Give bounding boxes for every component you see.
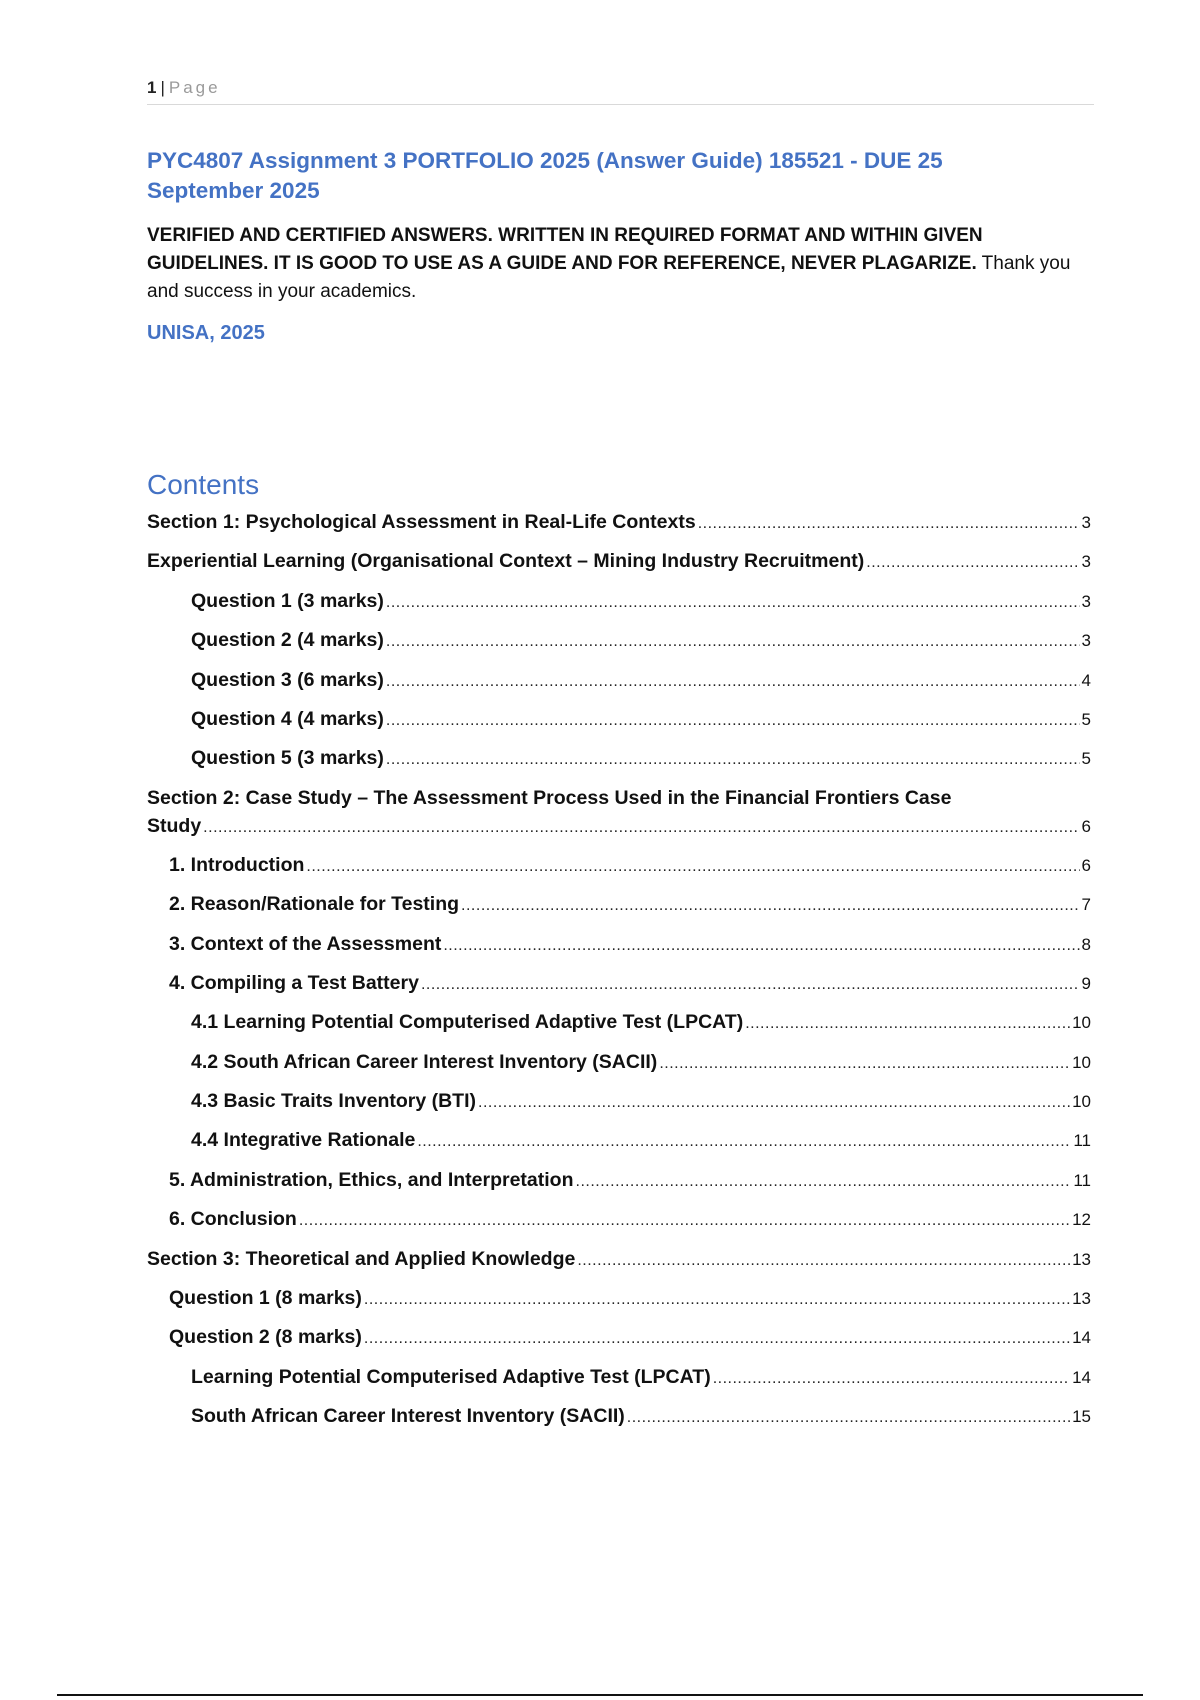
toc-page-number: 10 — [1072, 1092, 1091, 1112]
toc-leader-dots — [443, 932, 1079, 960]
toc-entry-label: 4.2 South African Career Interest Inventory (SACII) — [191, 1050, 658, 1073]
toc-leader-dots — [386, 628, 1080, 656]
toc-entry-label: 1. Introduction — [169, 853, 305, 876]
toc-entry[interactable] — [147, 1363, 1091, 1402]
toc-entry-label: Question 1 (8 marks) — [169, 1287, 362, 1310]
toc-entry-label: Question 5 (3 marks) — [191, 747, 384, 770]
toc-leader-dots — [364, 1286, 1070, 1314]
toc-leader-dots — [421, 971, 1080, 999]
toc-page-number: 13 — [1072, 1289, 1091, 1309]
toc-entry[interactable] — [147, 1323, 1091, 1362]
toc-page-number: 8 — [1081, 934, 1091, 954]
toc-leader-dots — [386, 707, 1080, 735]
header-separator: | — [160, 78, 165, 97]
toc-entry[interactable] — [147, 547, 1091, 586]
verified-caps-text: VERIFIED AND CERTIFIED ANSWERS. WRITTEN IN REQUIRED FORMAT AND WITHIN GIVEN GUIDELINES. IT IS GOOD TO USE AS A GUIDE AND FOR REFERENCE, NEVER PLAGARIZE. — [147, 225, 983, 274]
toc-entry[interactable] — [147, 1166, 1091, 1205]
toc-entry-label: Question 2 (4 marks) — [191, 629, 384, 652]
toc-entry-label: 4. Compiling a Test Battery — [169, 971, 419, 994]
toc-leader-dots — [364, 1325, 1070, 1353]
toc-entry[interactable] — [147, 851, 1091, 890]
toc-page-number: 13 — [1072, 1249, 1091, 1269]
toc-page-number: 9 — [1081, 973, 1091, 993]
toc-entry[interactable] — [147, 890, 1091, 929]
footer-rule — [57, 1694, 1143, 1696]
toc-entry[interactable] — [147, 1205, 1091, 1244]
toc-entry-label: Section 1: Psychological Assessment in Real-Life Contexts — [147, 511, 696, 533]
toc-entry-label: Question 3 (6 marks) — [191, 668, 384, 691]
toc-leader-dots — [713, 1365, 1070, 1393]
toc-page-number: 5 — [1081, 749, 1091, 769]
toc-leader-dots — [386, 668, 1080, 696]
toc-page-number: 15 — [1072, 1407, 1091, 1427]
verified-thanks-text: Thank you and success in your academics. — [147, 253, 1071, 302]
toc-entry[interactable] — [147, 1048, 1091, 1087]
toc-entry[interactable] — [147, 587, 1091, 626]
toc-leader-dots — [627, 1404, 1070, 1432]
toc-entry-label: 3. Context of the Assessment — [169, 932, 442, 955]
toc-page-number: 11 — [1073, 1131, 1091, 1151]
header-page-word: Page — [168, 78, 221, 97]
toc-entry-label: Question 4 (4 marks) — [191, 707, 384, 730]
toc-leader-dots — [745, 1010, 1070, 1038]
toc-leader-dots — [299, 1207, 1070, 1235]
toc-leader-dots — [306, 853, 1079, 881]
toc-page-number: 3 — [1081, 591, 1091, 611]
toc-entry[interactable] — [147, 508, 1091, 547]
toc-leader-dots — [417, 1128, 1071, 1156]
toc-leader-dots — [386, 746, 1080, 774]
header-page-number: 1 — [147, 78, 157, 97]
toc-entry[interactable] — [147, 969, 1091, 1008]
toc-page-number: 3 — [1081, 631, 1091, 651]
toc-entry-label: Section 3: Theoretical and Applied Knowledge — [147, 1247, 576, 1270]
toc-entry-label: Learning Potential Computerised Adaptive Test (LPCAT) — [191, 1365, 711, 1388]
toc-page-number: 3 — [1081, 552, 1091, 572]
toc-entry-label: 5. Administration, Ethics, and Interpretation — [169, 1168, 574, 1191]
toc-leader-dots — [576, 1168, 1072, 1196]
toc-entry[interactable] — [147, 1087, 1091, 1126]
toc-entry-label: 4.1 Learning Potential Computerised Adaptive Test (LPCAT) — [191, 1011, 744, 1034]
toc-page-number: 14 — [1072, 1367, 1091, 1387]
toc-entry[interactable] — [147, 666, 1091, 705]
toc-entry[interactable] — [147, 1008, 1091, 1047]
toc-leader-dots — [461, 892, 1080, 920]
toc-entry-label: 2. Reason/Rationale for Testing — [169, 893, 460, 916]
toc-leader-dots — [386, 589, 1080, 617]
toc-entry[interactable] — [147, 1126, 1091, 1165]
toc-entry[interactable] — [147, 930, 1091, 969]
institution-year: UNISA, 2025 — [147, 322, 265, 344]
toc-entry-label: Experiential Learning (Organisational Context – Mining Industry Recruitment) — [147, 550, 865, 573]
toc-entry[interactable] — [147, 784, 1091, 851]
toc-page-number: 5 — [1081, 709, 1091, 729]
contents-heading: Contents — [147, 469, 260, 500]
toc-page-number: 14 — [1072, 1328, 1091, 1348]
toc-page-number: 12 — [1072, 1210, 1091, 1230]
toc-entry-label: Question 1 (3 marks) — [191, 589, 384, 612]
toc-entry-label-line2: Study — [147, 814, 202, 837]
toc-entry[interactable] — [147, 1284, 1091, 1323]
toc-entry[interactable] — [147, 1245, 1091, 1284]
toc-page-number: 3 — [1081, 513, 1091, 532]
toc-leader-dots — [659, 1050, 1070, 1078]
toc-page-number: 11 — [1073, 1170, 1091, 1190]
toc-leader-dots — [698, 510, 1080, 538]
toc-entry-label: South African Career Interest Inventory (SACII) — [191, 1405, 625, 1428]
toc-entry-label-line1: Section 2: Case Study – The Assessment Process Used in the Financial Frontiers Case — [147, 786, 952, 809]
document-title: PYC4807 Assignment 3 PORTFOLIO 2025 (Answer Guide) 185521 - DUE 25 September 2025 — [147, 148, 943, 203]
toc-entry-label: 4.4 Integrative Rationale — [191, 1129, 416, 1152]
toc-page-number: 6 — [1081, 855, 1091, 875]
toc-leader-dots — [866, 549, 1079, 577]
toc-entry[interactable] — [147, 705, 1091, 744]
toc-entry-label: Question 2 (8 marks) — [169, 1326, 362, 1349]
toc-leader-dots — [203, 814, 1079, 842]
toc-page-number: 6 — [1081, 816, 1091, 836]
toc-page-number: 4 — [1081, 670, 1091, 690]
toc-leader-dots — [478, 1089, 1070, 1117]
table-of-contents — [147, 508, 1091, 1442]
toc-entry[interactable] — [147, 626, 1091, 665]
toc-page-number: 10 — [1072, 1013, 1091, 1033]
page-header — [147, 78, 1094, 105]
verified-notice — [147, 222, 1087, 306]
toc-entry[interactable] — [147, 744, 1091, 783]
toc-leader-dots — [577, 1247, 1070, 1275]
toc-entry-label: 4.3 Basic Traits Inventory (BTI) — [191, 1090, 477, 1113]
toc-entry-label: 6. Conclusion — [169, 1208, 297, 1231]
toc-page-number: 7 — [1081, 895, 1091, 915]
toc-page-number: 10 — [1072, 1052, 1091, 1072]
toc-entry[interactable] — [147, 1402, 1091, 1441]
